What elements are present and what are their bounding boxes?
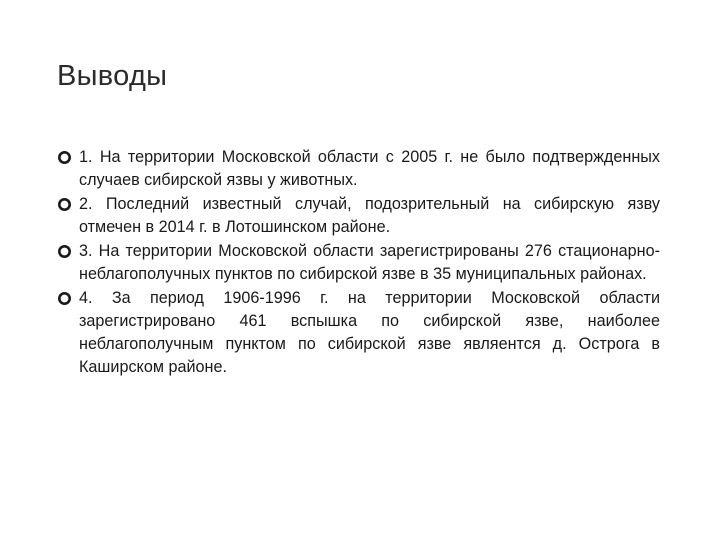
circle-ring-icon xyxy=(57,150,72,165)
slide-title: Выводы xyxy=(57,60,168,92)
list-item-text: 3. На территории Московской области зарегистрированы 276 стационарно-неблагополучных пунктов по сибирской язве в 35 муниципальных районах. xyxy=(79,242,660,283)
list-item xyxy=(57,193,660,239)
list-item xyxy=(57,287,660,379)
list-item xyxy=(57,240,660,286)
circle-ring-icon xyxy=(57,244,72,259)
list-item-text: 2. Последний известный случай, подозрительный на сибирскую язву отмечен в 2014 г. в Лотошинском районе. xyxy=(79,195,660,236)
list-item-text: 1. На территории Московской области с 2005 г. не было подтвержденных случаев сибирской язвы у животных. xyxy=(79,148,660,189)
list-item xyxy=(57,146,660,192)
bullet-list xyxy=(57,146,660,380)
list-item-text: 4. За период 1906-1996 г. на территории Московской области зарегистрировано 461 вспышка по сибирской язве, наиболее неблагополучным пунктом по сибирской язве являентся д. Острога в Каширском районе. xyxy=(79,289,660,376)
circle-ring-icon xyxy=(57,197,72,212)
circle-ring-icon xyxy=(57,291,72,306)
